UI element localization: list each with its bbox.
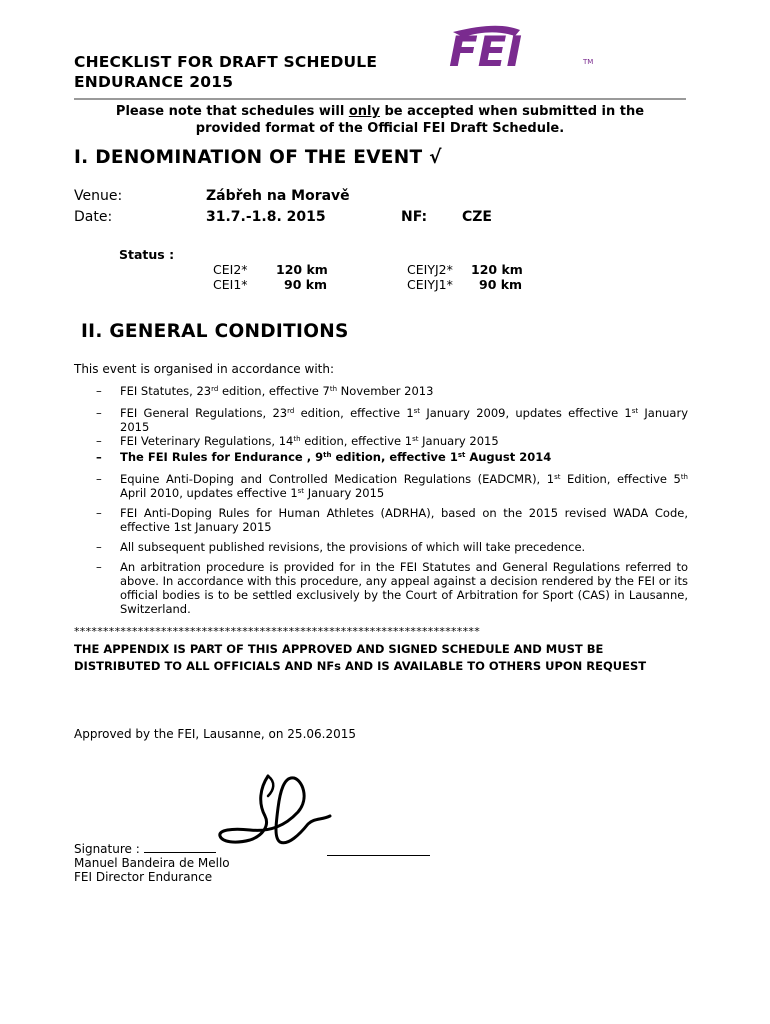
list-item-text: FEI Statutes, 23rd edition, effective 7th November 2013	[120, 384, 434, 398]
signature-label: Signature :	[74, 842, 216, 856]
note-text-3: provided format of the Official FEI Draft Schedule.	[195, 121, 565, 136]
signer-title: FEI Director Endurance	[74, 870, 213, 884]
list-item-text: Equine Anti-Doping and Controlled Medication Regulations (EADCMR), 1st Edition, effective 5th April 2010, updates effective 1st January 2015	[120, 472, 688, 500]
status-distance-1: 120 km	[276, 262, 328, 277]
list-dash: –	[96, 450, 102, 464]
nf-value: CZE	[462, 209, 492, 225]
status-label	[119, 247, 174, 262]
list-dash: –	[96, 506, 102, 520]
header-divider	[74, 98, 686, 100]
section-heading-general-conditions: II. GENERAL CONDITIONS	[81, 321, 349, 342]
venue-value: Zábřeh na Moravě	[206, 188, 350, 204]
list-dash: –	[96, 472, 102, 486]
list-item-text: FEI Veterinary Regulations, 14th edition, effective 1st January 2015	[120, 434, 499, 448]
document-title-line1: CHECKLIST FOR DRAFT SCHEDULE	[74, 53, 378, 71]
appendix-line1: THE APPENDIX IS PART OF THIS APPROVED AND SIGNED SCHEDULE AND MUST BE	[74, 642, 604, 656]
appendix-notice	[74, 641, 646, 675]
list-item-text: FEI Anti-Doping Rules for Human Athletes (ADRHA), based on the 2015 revised WADA Code, effective 1st January 2015	[120, 506, 688, 534]
handwritten-signature	[210, 768, 340, 862]
note-text-1: Please note that schedules will	[115, 104, 349, 119]
list-dash: –	[96, 384, 102, 398]
section-heading-denomination: I. DENOMINATION OF THE EVENT √	[74, 147, 442, 168]
status-code-3: CEIYJ2*	[407, 262, 453, 277]
signer-name: Manuel Bandeira de Mello	[74, 856, 230, 870]
note-text-2: be accepted when submitted in the	[379, 104, 645, 119]
status-label-text: Status :	[119, 247, 175, 262]
list-dash: –	[96, 560, 102, 574]
submission-note	[74, 103, 686, 137]
signature-line	[327, 855, 430, 856]
list-item-text: FEI General Regulations, 23rd edition, effective 1st January 2009, updates effective 1st January 2015	[120, 406, 689, 434]
status-code-2: CEI1*	[213, 277, 248, 292]
conditions-intro: This event is organised in accordance with:	[74, 362, 335, 376]
list-item-text: All subsequent published revisions, the provisions of which will take precedence.	[120, 540, 586, 554]
fei-logo	[445, 22, 605, 76]
status-code-4: CEIYJ1*	[407, 277, 453, 292]
list-dash: –	[96, 540, 102, 554]
status-distance-3: 120 km	[471, 262, 523, 277]
list-dash: –	[96, 406, 102, 420]
status-distance-2: 90 km	[284, 277, 328, 292]
document-title	[74, 52, 377, 92]
status-distance-4: 90 km	[479, 277, 523, 292]
logo-trademark: TM	[583, 58, 594, 66]
logo-text: FEI	[449, 27, 523, 72]
date-value: 31.7.-1.8. 2015	[206, 209, 326, 225]
separator-line: **********************************************************************	[74, 625, 480, 638]
list-item-text: An arbitration procedure is provided for in the FEI Statutes and General Regulations referred to above. In accordance with this procedure, any appeal against a decision rendered by the FEI or its official bodies is to be settled exclusively by the Court of Arbitration for Sport (CAS) in Lausanne, Switzerland.	[120, 560, 688, 616]
status-code-1: CEI2*	[213, 262, 248, 277]
list-item-text: The FEI Rules for Endurance , 9th edition, effective 1st August 2014	[120, 450, 552, 464]
list-dash: –	[96, 434, 102, 448]
note-emphasis: only	[348, 104, 380, 119]
appendix-line2: DISTRIBUTED TO ALL OFFICIALS AND NFs AND IS AVAILABLE TO OTHERS UPON REQUEST	[74, 659, 647, 673]
approval-statement: Approved by the FEI, Lausanne, on 25.06.2015	[74, 727, 357, 741]
document-title-line2: ENDURANCE 2015	[74, 73, 234, 91]
date-label: Date:	[74, 209, 113, 225]
nf-label: NF:	[401, 209, 428, 225]
venue-label: Venue:	[74, 188, 123, 204]
